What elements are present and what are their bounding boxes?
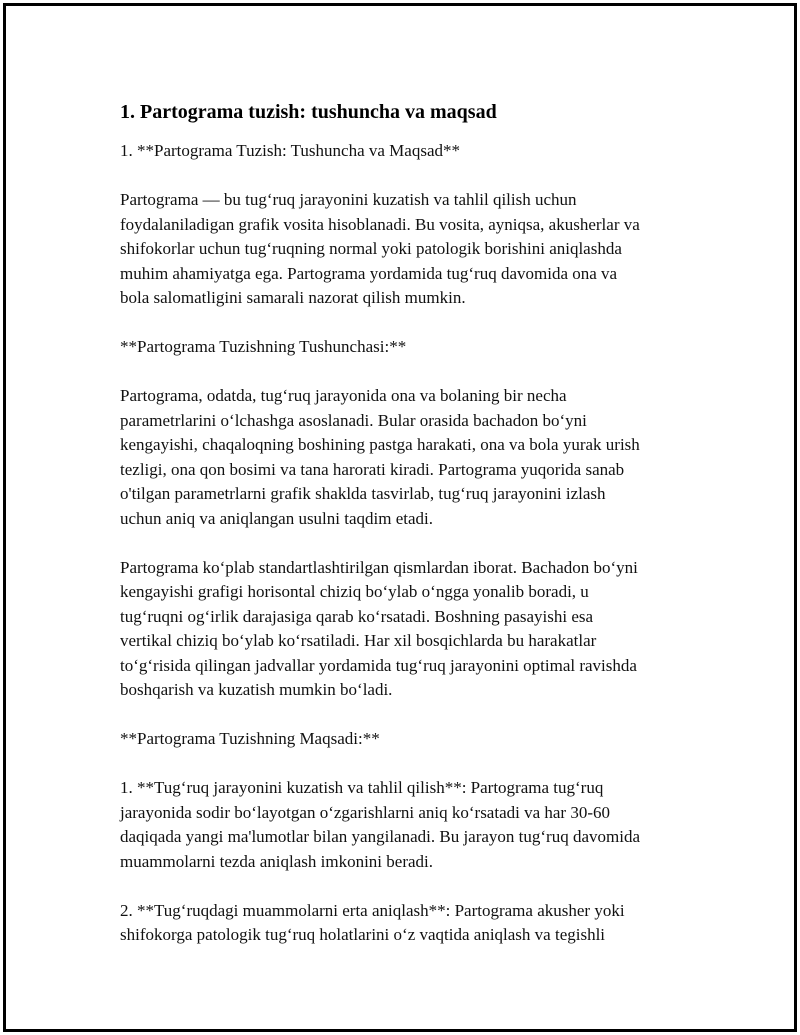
text-line: shifokorlar uchun tug‘ruqning normal yoki patologik borishini aniqlashda	[120, 239, 622, 258]
heading-paragraph	[120, 139, 700, 164]
text-line: vertikal chiziq bo‘ylab ko‘rsatiladi. Har xil bosqichlarda bu harakatlar	[120, 631, 597, 650]
text-line: kengayishi grafigi horisontal chiziq bo‘ylab o‘ngga yonalib boradi, u	[120, 582, 589, 601]
concept-paragraph	[120, 384, 700, 531]
text-line: uchun aniq va aniqlangan usulni taqdim etadi.	[120, 508, 434, 528]
text-line: Partograma — bu tug‘ruq jarayonini kuzatish va tahlil qilish uchun	[120, 190, 577, 209]
text-line: Partograma, odatda, tug‘ruq jarayonida ona va bolaning bir necha	[120, 386, 567, 405]
page-frame	[3, 3, 797, 1032]
text-line: 2. **Tug‘ruqdagi muammolarni erta aniqlash**: Partograma akusher yoki	[120, 900, 625, 920]
text-line: tezligi, ona qon bosimi va tana harorati kiradi. Partograma yuqorida sanab	[120, 459, 625, 479]
text-line: kengayishi, chaqaloqning boshining pastga harakati, ona va bola yurak urish	[120, 435, 640, 454]
purpose-item-1	[120, 776, 700, 874]
text-line: 1. **Tug‘ruq jarayonini kuzatish va tahlil qilish**: Partograma tug‘ruq	[120, 778, 604, 797]
structure-paragraph	[120, 556, 700, 703]
text-line: **Partograma Tuzishning Tushunchasi:**	[120, 337, 407, 356]
document-title: 1. Partograma tuzish: tushuncha va maqsad	[120, 101, 497, 123]
intro-paragraph	[120, 188, 700, 311]
text-line: bola salomatligini samarali nazorat qilish mumkin.	[120, 288, 466, 307]
text-line: muhim ahamiyatga ega. Partograma yordamida tug‘ruq davomida ona va	[120, 263, 618, 283]
text-line: jarayonida sodir bo‘layotgan o‘zgarishlarni aniq ko‘rsatadi va har 30-60	[120, 802, 611, 822]
subheading-concept	[120, 335, 700, 360]
text-line: o'tilgan parametrlarni grafik shaklda tasvirlab, tug‘ruq jarayonini izlash	[120, 484, 606, 503]
text-line: parametrlarini o‘lchashga asoslanadi. Bular orasida bachadon bo‘yni	[120, 410, 587, 430]
text-line: shifokorga patologik tug‘ruq holatlarini o‘z vaqtida aniqlash va tegishli	[120, 925, 606, 944]
text-line: daqiqada yangi ma'lumotlar bilan yangilanadi. Bu jarayon tug‘ruq davomida	[120, 827, 641, 846]
subheading-purpose	[120, 727, 700, 752]
text-line: to‘g‘risida qilingan jadvallar yordamida tug‘ruq jarayonini optimal ravishda	[120, 655, 637, 675]
purpose-item-2	[120, 899, 700, 948]
text-line: tug‘ruqni og‘irlik darajasiga qarab ko‘rsatadi. Boshning pasayishi esa	[120, 606, 594, 626]
document-body	[120, 99, 700, 972]
text-line: 1. **Partograma Tuzish: Tushuncha va Maqsad**	[120, 141, 460, 160]
text-line: foydalaniladigan grafik vosita hisoblanadi. Bu vosita, ayniqsa, akusherlar va	[120, 214, 640, 234]
text-line: **Partograma Tuzishning Maqsadi:**	[120, 729, 380, 748]
text-line: boshqarish va kuzatish mumkin bo‘ladi.	[120, 680, 393, 699]
text-line: Partograma ko‘plab standartlashtirilgan qismlardan iborat. Bachadon bo‘yni	[120, 557, 638, 577]
text-line: muammolarni tezda aniqlash imkonini beradi.	[120, 851, 433, 871]
